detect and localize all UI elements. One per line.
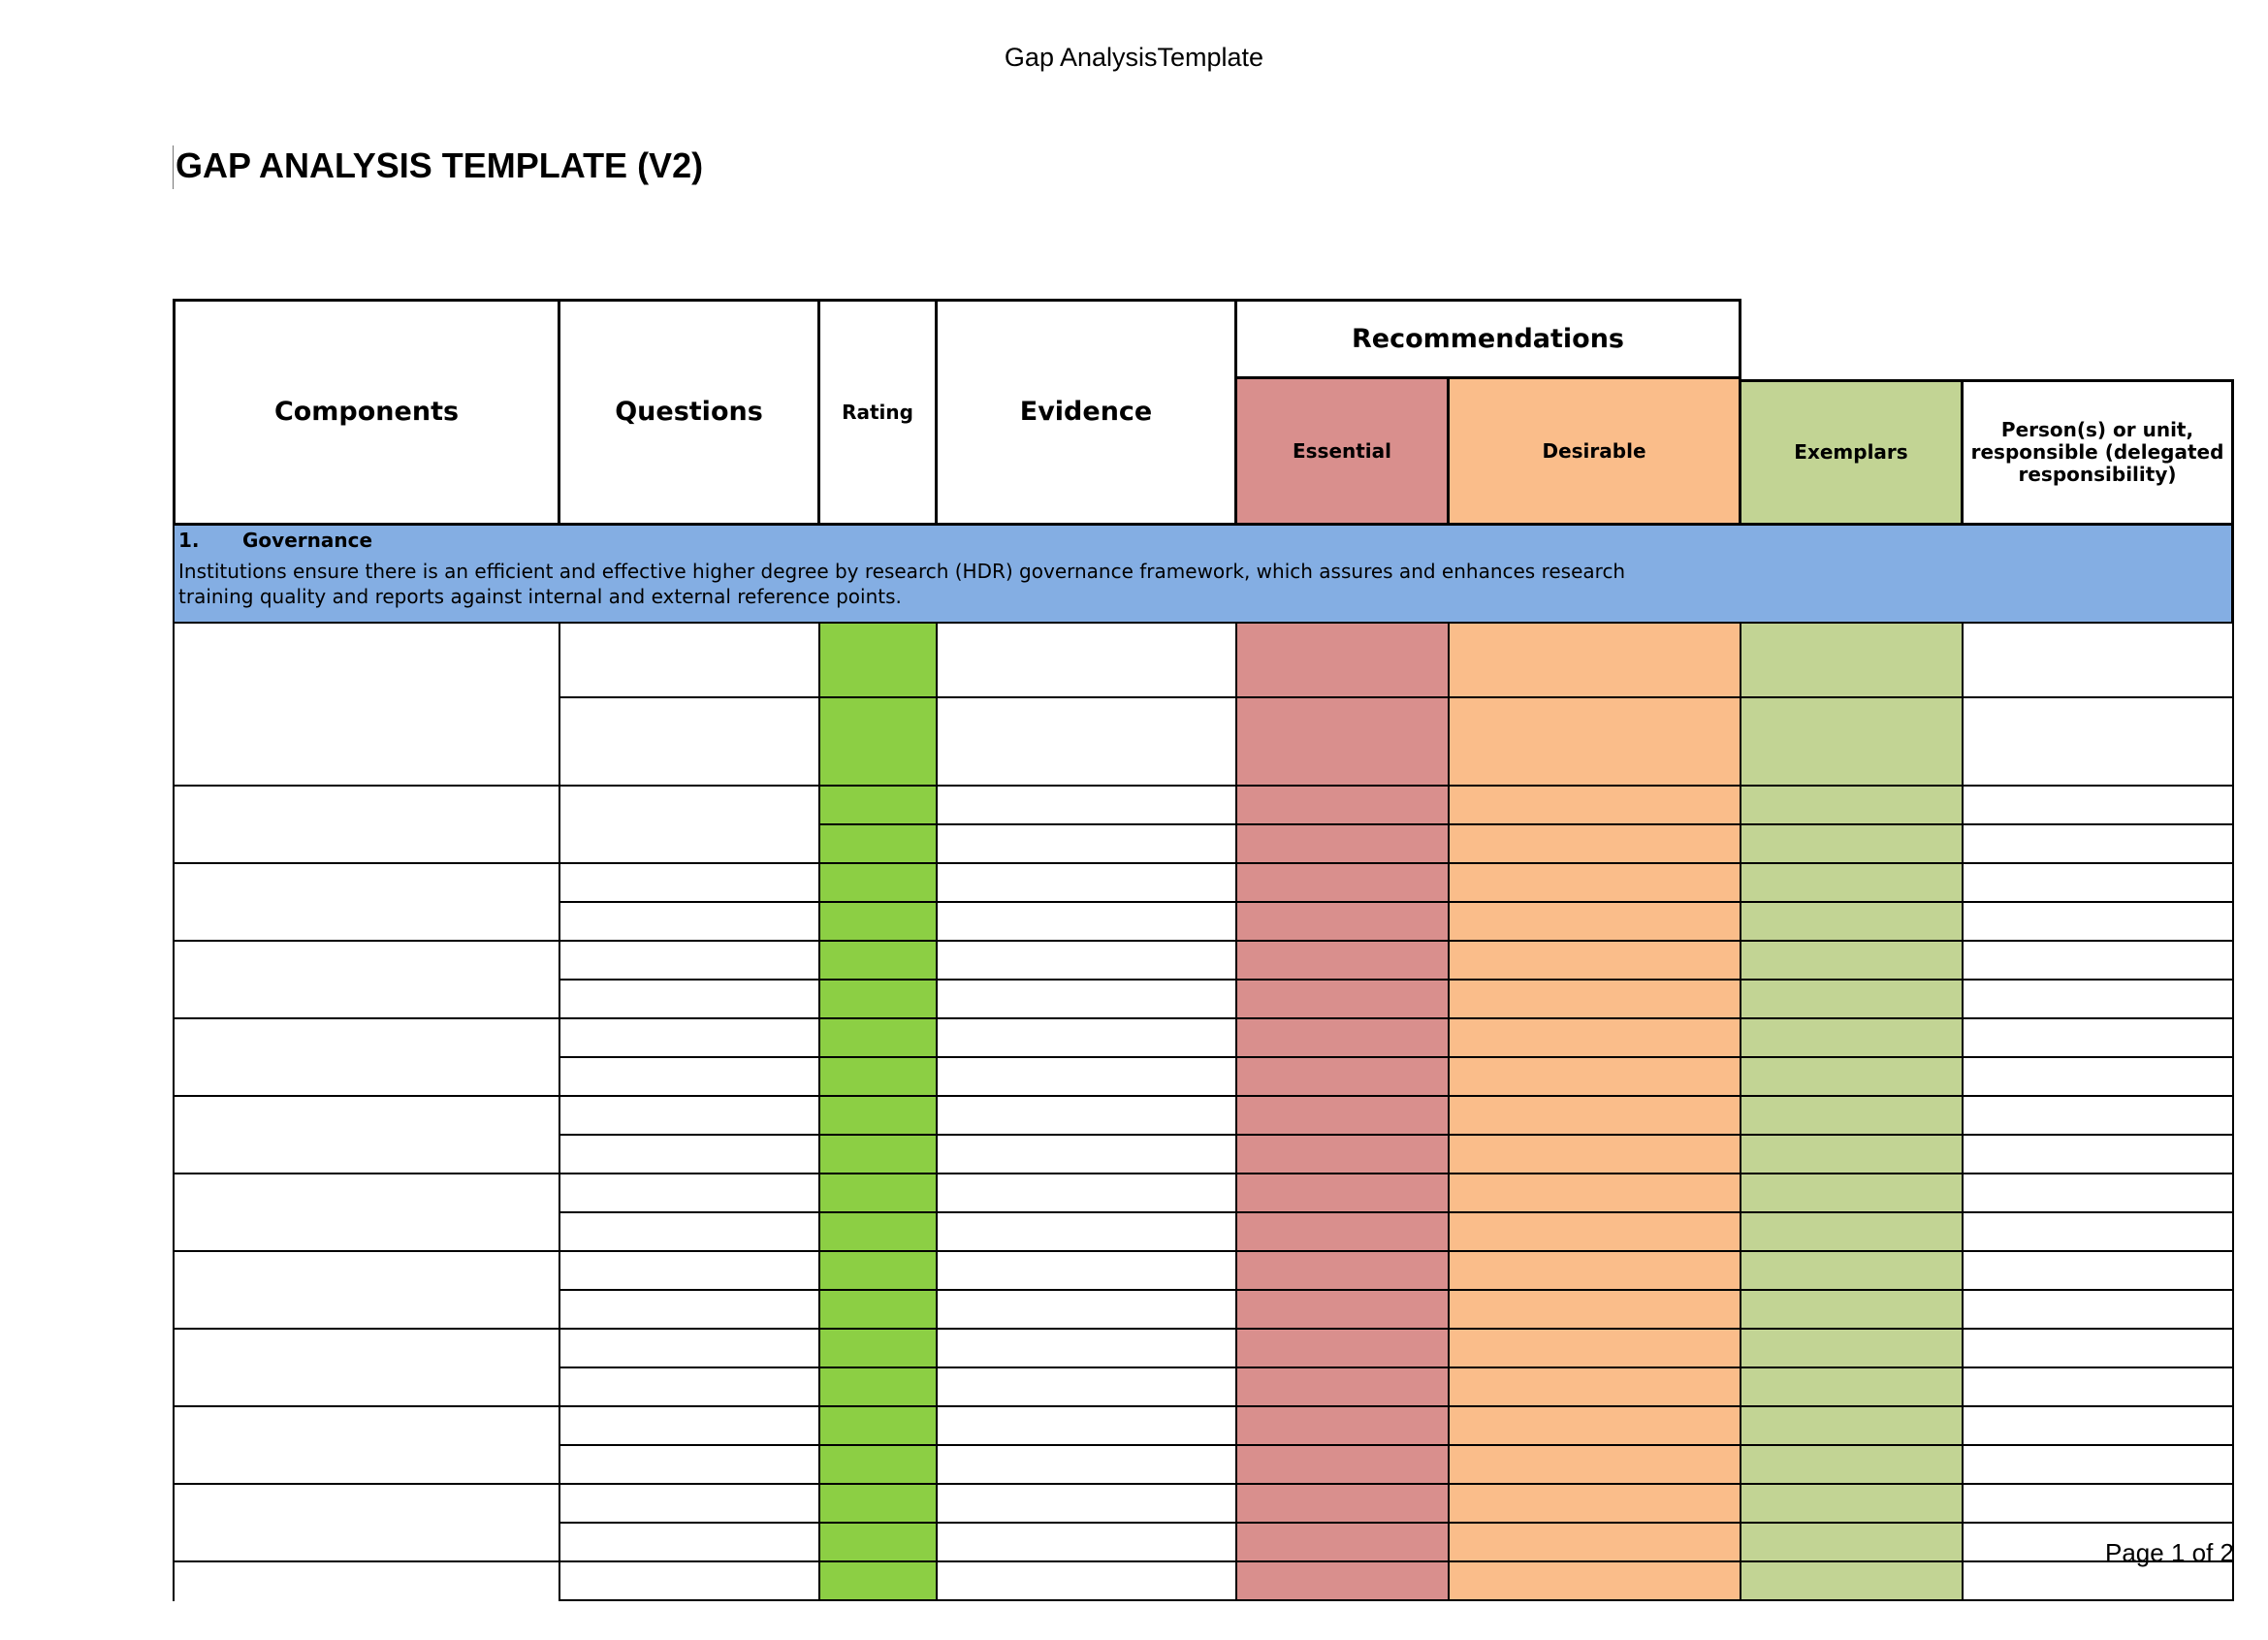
desirable-cell[interactable] xyxy=(1450,1446,1741,1485)
question-cell[interactable] xyxy=(560,903,820,942)
rating-cell[interactable] xyxy=(820,1524,938,1562)
person-cell[interactable] xyxy=(1964,1019,2234,1058)
person-cell[interactable] xyxy=(1964,1213,2234,1252)
exemplars-cell[interactable] xyxy=(1741,1058,1964,1097)
question-cell[interactable] xyxy=(560,1407,820,1446)
component-cell[interactable] xyxy=(173,942,560,1019)
component-cell[interactable] xyxy=(173,1330,560,1407)
evidence-cell[interactable] xyxy=(938,624,1237,698)
essential-cell[interactable] xyxy=(1237,1213,1450,1252)
question-cell[interactable] xyxy=(560,1291,820,1330)
question-cell[interactable] xyxy=(560,624,820,698)
rating-cell[interactable] xyxy=(820,698,938,787)
column-header-recommendations: Recommendations xyxy=(1237,299,1741,379)
desirable-cell[interactable] xyxy=(1450,864,1741,903)
essential-cell[interactable] xyxy=(1237,1291,1450,1330)
exemplars-cell[interactable] xyxy=(1741,1446,1964,1485)
component-cell[interactable] xyxy=(173,1562,560,1601)
rating-cell[interactable] xyxy=(820,787,938,825)
essential-cell[interactable] xyxy=(1237,981,1450,1019)
question-cell[interactable] xyxy=(560,1213,820,1252)
essential-cell[interactable] xyxy=(1237,1524,1450,1562)
essential-cell[interactable] xyxy=(1237,698,1450,787)
exemplars-cell[interactable] xyxy=(1741,698,1964,787)
section-title: Governance xyxy=(242,529,373,552)
column-header-exemplars: Exemplars xyxy=(1741,379,1964,526)
evidence-cell[interactable] xyxy=(938,1252,1237,1291)
exemplars-cell[interactable] xyxy=(1741,1368,1964,1407)
desirable-cell[interactable] xyxy=(1450,1562,1741,1601)
component-cell[interactable] xyxy=(173,1407,560,1485)
evidence-cell[interactable] xyxy=(938,787,1237,825)
question-cell[interactable] xyxy=(560,1097,820,1136)
exemplars-cell[interactable] xyxy=(1741,1330,1964,1368)
exemplars-cell[interactable] xyxy=(1741,1213,1964,1252)
desirable-cell[interactable] xyxy=(1450,1330,1741,1368)
exemplars-cell[interactable] xyxy=(1741,942,1964,981)
evidence-cell[interactable] xyxy=(938,1174,1237,1213)
desirable-cell[interactable] xyxy=(1450,1407,1741,1446)
person-cell[interactable] xyxy=(1964,1097,2234,1136)
evidence-cell[interactable] xyxy=(938,1019,1237,1058)
exemplars-cell[interactable] xyxy=(1741,1097,1964,1136)
column-header-person-responsible: Person(s) or unit, responsible (delegated responsibility) xyxy=(1964,379,2234,526)
question-cell[interactable] xyxy=(560,787,820,864)
evidence-cell[interactable] xyxy=(938,1562,1237,1601)
evidence-cell[interactable] xyxy=(938,1136,1237,1174)
essential-cell[interactable] xyxy=(1237,787,1450,825)
evidence-cell[interactable] xyxy=(938,903,1237,942)
exemplars-cell[interactable] xyxy=(1741,1524,1964,1562)
exemplars-cell[interactable] xyxy=(1741,1174,1964,1213)
rating-cell[interactable] xyxy=(820,1485,938,1524)
exemplars-cell[interactable] xyxy=(1741,825,1964,864)
column-header-essential: Essential xyxy=(1237,379,1450,526)
component-cell[interactable] xyxy=(173,1252,560,1330)
exemplars-cell[interactable] xyxy=(1741,1562,1964,1601)
essential-cell[interactable] xyxy=(1237,1330,1450,1368)
evidence-cell[interactable] xyxy=(938,1058,1237,1097)
exemplars-cell[interactable] xyxy=(1741,1136,1964,1174)
rating-cell[interactable] xyxy=(820,1097,938,1136)
question-cell[interactable] xyxy=(560,1058,820,1097)
desirable-cell[interactable] xyxy=(1450,1019,1741,1058)
rating-cell[interactable] xyxy=(820,1252,938,1291)
evidence-cell[interactable] xyxy=(938,942,1237,981)
question-cell[interactable] xyxy=(560,698,820,787)
exemplars-cell[interactable] xyxy=(1741,981,1964,1019)
question-cell[interactable] xyxy=(560,1252,820,1291)
essential-cell[interactable] xyxy=(1237,942,1450,981)
essential-cell[interactable] xyxy=(1237,1252,1450,1291)
exemplars-cell[interactable] xyxy=(1741,1019,1964,1058)
evidence-cell[interactable] xyxy=(938,1368,1237,1407)
question-cell[interactable] xyxy=(560,864,820,903)
desirable-cell[interactable] xyxy=(1450,1136,1741,1174)
essential-cell[interactable] xyxy=(1237,1485,1450,1524)
question-cell[interactable] xyxy=(560,1446,820,1485)
rating-cell[interactable] xyxy=(820,864,938,903)
rating-cell[interactable] xyxy=(820,1291,938,1330)
evidence-cell[interactable] xyxy=(938,981,1237,1019)
desirable-cell[interactable] xyxy=(1450,624,1741,698)
rating-cell[interactable] xyxy=(820,1446,938,1485)
desirable-cell[interactable] xyxy=(1450,1252,1741,1291)
page-number: Page 1 of 2 xyxy=(2105,1538,2234,1567)
person-cell[interactable] xyxy=(1964,1407,2234,1446)
page-header: Gap AnalysisTemplate xyxy=(1004,43,1264,72)
person-cell[interactable] xyxy=(1964,981,2234,1019)
question-cell[interactable] xyxy=(560,1019,820,1058)
evidence-cell[interactable] xyxy=(938,864,1237,903)
rating-cell[interactable] xyxy=(820,1058,938,1097)
section-description: Institutions ensure there is an efficient and effective higher degree by research (HDR) governance framework, which assures and enhances research training quality and reports against internal and external reference points. xyxy=(178,560,1626,608)
person-cell[interactable] xyxy=(1964,1368,2234,1407)
desirable-cell[interactable] xyxy=(1450,942,1741,981)
desirable-cell[interactable] xyxy=(1450,787,1741,825)
question-cell[interactable] xyxy=(560,1524,820,1562)
desirable-cell[interactable] xyxy=(1450,1524,1741,1562)
rating-cell[interactable] xyxy=(820,825,938,864)
column-header-components: Components xyxy=(173,299,560,526)
essential-cell[interactable] xyxy=(1237,1174,1450,1213)
person-cell[interactable] xyxy=(1964,1485,2234,1524)
question-cell[interactable] xyxy=(560,1562,820,1601)
person-cell[interactable] xyxy=(1964,624,2234,698)
desirable-cell[interactable] xyxy=(1450,1368,1741,1407)
rating-cell[interactable] xyxy=(820,981,938,1019)
evidence-cell[interactable] xyxy=(938,1097,1237,1136)
exemplars-cell[interactable] xyxy=(1741,1485,1964,1524)
essential-cell[interactable] xyxy=(1237,1368,1450,1407)
text-cursor xyxy=(173,145,174,189)
question-cell[interactable] xyxy=(560,942,820,981)
desirable-cell[interactable] xyxy=(1450,1485,1741,1524)
essential-cell[interactable] xyxy=(1237,825,1450,864)
rating-cell[interactable] xyxy=(820,1330,938,1368)
evidence-cell[interactable] xyxy=(938,1485,1237,1524)
exemplars-cell[interactable] xyxy=(1741,624,1964,698)
rating-cell[interactable] xyxy=(820,1136,938,1174)
rating-cell[interactable] xyxy=(820,1562,938,1601)
component-cell[interactable] xyxy=(173,864,560,942)
component-cell[interactable] xyxy=(173,1485,560,1562)
component-cell[interactable] xyxy=(173,787,560,864)
exemplars-cell[interactable] xyxy=(1741,1407,1964,1446)
question-cell[interactable] xyxy=(560,1368,820,1407)
column-header-questions: Questions xyxy=(560,299,820,526)
essential-cell[interactable] xyxy=(1237,1562,1450,1601)
question-cell[interactable] xyxy=(560,981,820,1019)
question-cell[interactable] xyxy=(560,1485,820,1524)
person-cell[interactable] xyxy=(1964,1252,2234,1291)
section-number: 1. xyxy=(178,529,200,552)
evidence-cell[interactable] xyxy=(938,825,1237,864)
evidence-cell[interactable] xyxy=(938,698,1237,787)
rating-cell[interactable] xyxy=(820,942,938,981)
rating-cell[interactable] xyxy=(820,1368,938,1407)
essential-cell[interactable] xyxy=(1237,1019,1450,1058)
evidence-cell[interactable] xyxy=(938,1446,1237,1485)
essential-cell[interactable] xyxy=(1237,1136,1450,1174)
person-cell[interactable] xyxy=(1964,903,2234,942)
evidence-cell[interactable] xyxy=(938,1213,1237,1252)
desirable-cell[interactable] xyxy=(1450,1058,1741,1097)
person-cell[interactable] xyxy=(1964,1330,2234,1368)
exemplars-cell[interactable] xyxy=(1741,1252,1964,1291)
exemplars-cell[interactable] xyxy=(1741,787,1964,825)
person-cell[interactable] xyxy=(1964,942,2234,981)
rating-cell[interactable] xyxy=(820,1407,938,1446)
essential-cell[interactable] xyxy=(1237,903,1450,942)
person-cell[interactable] xyxy=(1964,1174,2234,1213)
gap-analysis-table xyxy=(173,299,2234,1640)
desirable-cell[interactable] xyxy=(1450,1174,1741,1213)
person-cell[interactable] xyxy=(1964,1562,2234,1601)
evidence-cell[interactable] xyxy=(938,1524,1237,1562)
desirable-cell[interactable] xyxy=(1450,1291,1741,1330)
component-cell[interactable] xyxy=(173,1019,560,1097)
rating-cell[interactable] xyxy=(820,1019,938,1058)
essential-cell[interactable] xyxy=(1237,864,1450,903)
essential-cell[interactable] xyxy=(1237,1407,1450,1446)
person-cell[interactable] xyxy=(1964,864,2234,903)
evidence-cell[interactable] xyxy=(938,1291,1237,1330)
question-cell[interactable] xyxy=(560,1174,820,1213)
desirable-cell[interactable] xyxy=(1450,1097,1741,1136)
exemplars-cell[interactable] xyxy=(1741,903,1964,942)
rating-cell[interactable] xyxy=(820,1213,938,1252)
document-title: GAP ANALYSIS TEMPLATE (V2) xyxy=(176,145,704,185)
question-cell[interactable] xyxy=(560,1136,820,1174)
rating-cell[interactable] xyxy=(820,903,938,942)
rating-cell[interactable] xyxy=(820,1174,938,1213)
component-cell[interactable] xyxy=(173,624,560,787)
column-header-desirable: Desirable xyxy=(1450,379,1741,526)
desirable-cell[interactable] xyxy=(1450,981,1741,1019)
desirable-cell[interactable] xyxy=(1450,1213,1741,1252)
question-cell[interactable] xyxy=(560,1330,820,1368)
person-cell[interactable] xyxy=(1964,1058,2234,1097)
desirable-cell[interactable] xyxy=(1450,825,1741,864)
essential-cell[interactable] xyxy=(1237,1097,1450,1136)
section-governance xyxy=(173,526,2234,624)
rating-cell[interactable] xyxy=(820,624,938,698)
person-cell[interactable] xyxy=(1964,698,2234,787)
column-header-evidence: Evidence xyxy=(938,299,1237,526)
essential-cell[interactable] xyxy=(1237,624,1450,698)
essential-cell[interactable] xyxy=(1237,1058,1450,1097)
component-cell[interactable] xyxy=(173,1097,560,1174)
evidence-cell[interactable] xyxy=(938,1330,1237,1368)
person-cell[interactable] xyxy=(1964,1291,2234,1330)
desirable-cell[interactable] xyxy=(1450,903,1741,942)
column-header-rating: Rating xyxy=(820,299,938,526)
person-cell[interactable] xyxy=(1964,1136,2234,1174)
essential-cell[interactable] xyxy=(1237,1446,1450,1485)
person-cell[interactable] xyxy=(1964,787,2234,825)
person-cell[interactable] xyxy=(1964,1446,2234,1485)
exemplars-cell[interactable] xyxy=(1741,864,1964,903)
component-cell[interactable] xyxy=(173,1174,560,1252)
evidence-cell[interactable] xyxy=(938,1407,1237,1446)
exemplars-cell[interactable] xyxy=(1741,1291,1964,1330)
desirable-cell[interactable] xyxy=(1450,698,1741,787)
person-cell[interactable] xyxy=(1964,825,2234,864)
